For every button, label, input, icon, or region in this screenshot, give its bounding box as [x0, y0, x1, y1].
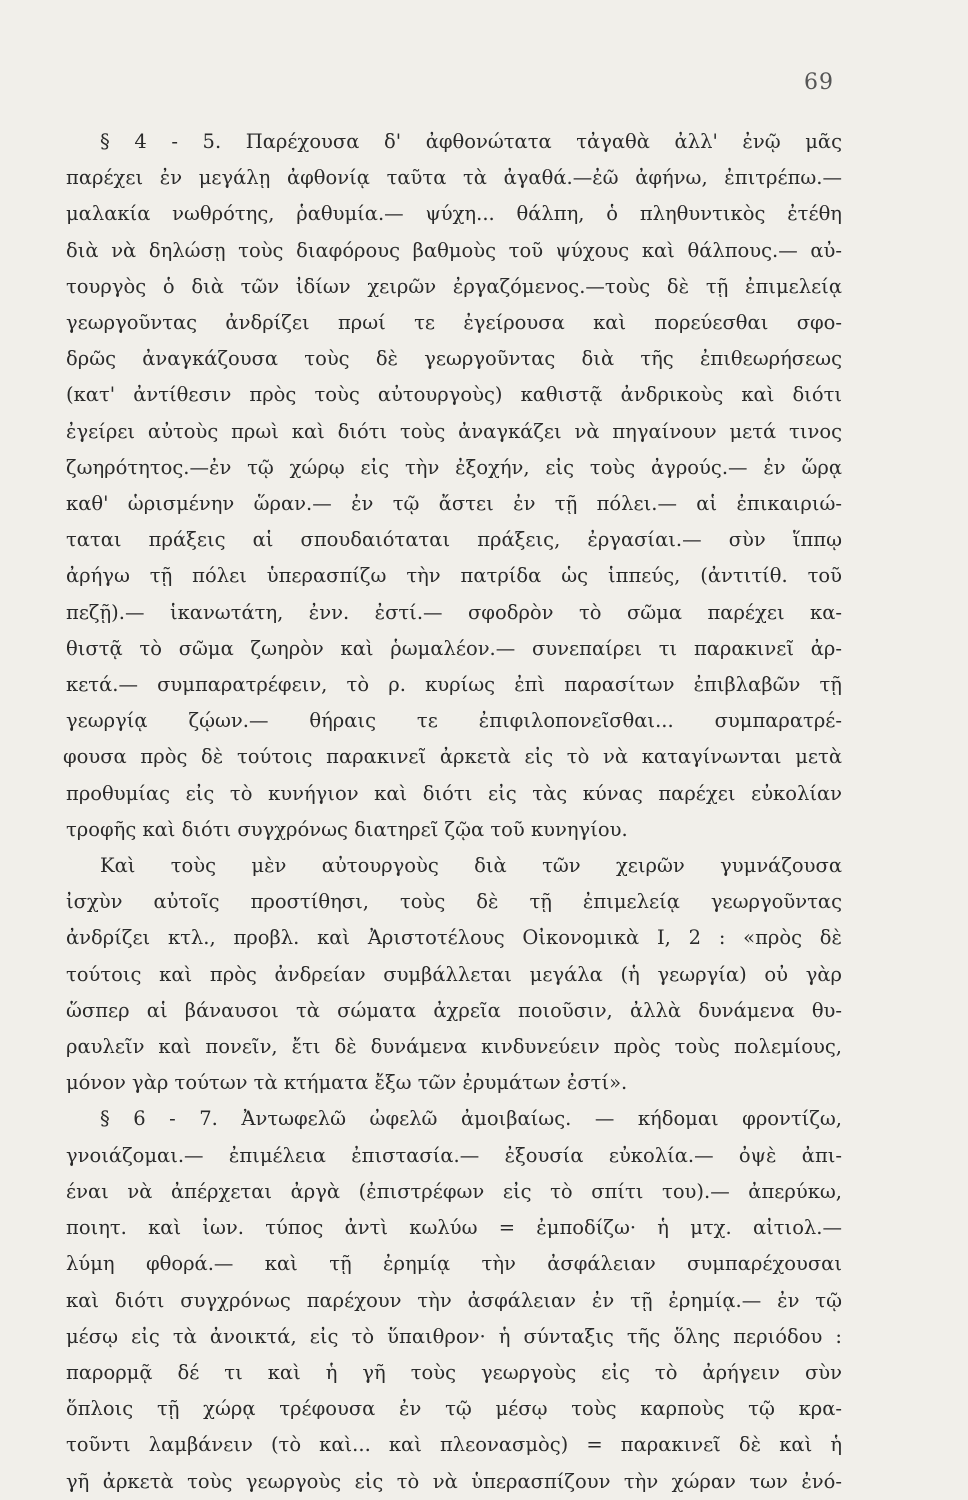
- text-line: γῆ ἀρκετὰ τοὺς γεωργοὺς εἰς τὸ νὰ ὑπερασπίζουν τὴν χώραν των ἐνό-: [66, 1469, 842, 1493]
- text-line: (κατ' ἀντίθεσιν πρὸς τοὺς αὐτουργοὺς) καθιστᾷ ἀνδρικοὺς καὶ διότι: [66, 383, 842, 407]
- text-line: έναι νὰ ἀπέρχεται ἀργὰ (ἐπιστρέφων εἰς τὸ σπίτι του).— ἀπερύκω,: [66, 1179, 842, 1203]
- text-line: πεζῇ).— ἱκανωτάτη, ἐνν. ἐστί.— σφοδρὸν τὸ σῶμα παρέχει κα-: [66, 600, 842, 624]
- text-line: Καὶ τοὺς μὲν αὐτουργοὺς διὰ τῶν χειρῶν γυμνάζουσα: [100, 854, 842, 878]
- text-line: τούτοις καὶ πρὸς ἀνδρείαν συμβάλλεται μεγάλα (ἡ γεωργία) οὐ γὰρ: [66, 962, 842, 986]
- text-line: λύμη φθορά.— καὶ τῇ ἐρημίᾳ τὴν ἀσφάλειαν συμπαρέχουσαι: [66, 1252, 842, 1276]
- text-line: φουσα πρὸς δὲ τούτοις παρακινεῖ ἀρκετὰ εἰς τὸ νὰ καταγίνωνται μετὰ: [63, 745, 842, 769]
- text-line: ποιητ. καὶ ἰων. τύπος ἀντὶ κωλύω = ἐμποδίζω· ἡ μτχ. αἰτιολ.—: [66, 1216, 842, 1240]
- text-line: παρέχει ἐν μεγάλῃ ἀφθονίᾳ ταῦτα τὰ ἀγαθά.—ἐῶ ἀφήνω, ἐπιτρέπω.—: [66, 166, 842, 190]
- text-line: τουργὸς ὁ διὰ τῶν ἰδίων χειρῶν ἐργαζόμενος.—τοὺς δὲ τῇ ἐπιμελείᾳ: [66, 274, 842, 298]
- text-line: § 6 - 7. Ἀντωφελῶ ὠφελῶ ἀμοιβαίως. — κήδομαι φροντίζω,: [100, 1107, 842, 1131]
- text-line: κετά.— συμπαρατρέφειν, τὸ ρ. κυρίως ἐπὶ παρασίτων ἐπιβλαβῶν τῇ: [66, 673, 842, 697]
- text-line: παρορμᾷ δέ τι καὶ ἡ γῆ τοὺς γεωργοὺς εἰς τὸ ἀρήγειν σὺν: [66, 1360, 842, 1384]
- commentary-text: [63, 124, 842, 1500]
- text-line: ἐγείρει αὐτοὺς πρωὶ καὶ διότι τοὺς ἀναγκάζει νὰ πηγαίνουν μετά τινος: [66, 419, 842, 443]
- text-line: μόνον γὰρ τούτων τὰ κτήματα ἔξω τῶν ἐρυμάτων ἐστί».: [66, 1071, 628, 1095]
- text-line: θιστᾷ τὸ σῶμα ζωηρὸν καὶ ῥωμαλέον.— συνεπαίρει τι παρακινεῖ ἀρ-: [66, 636, 842, 660]
- text-line: τροφῆς καὶ διότι συγχρόνως διατηρεῖ ζῷα τοῦ κυνηγίου.: [66, 817, 628, 841]
- text-line: ὅπλοις τῇ χώρᾳ τρέφουσα ἐν τῷ μέσῳ τοὺς καρποὺς τῷ κρα-: [66, 1397, 842, 1421]
- text-line: τοῦντι λαμβάνειν (τὸ καὶ... καὶ πλεονασμὸς) = παρακινεῖ δὲ καὶ ἡ: [66, 1433, 842, 1457]
- text-line: ζωηρότητος.—ἐν τῷ χώρῳ εἰς τὴν ἐξοχήν, εἰς τοὺς ἀγρούς.— ἐν ὥρᾳ: [66, 455, 842, 479]
- text-line: προθυμίας εἰς τὸ κυνήγιον καὶ διότι εἰς τὰς κύνας παρέχει εὐκολίαν: [66, 781, 842, 805]
- text-line: καθ' ὡρισμένην ὥραν.— ἐν τῷ ἄστει ἐν τῇ πόλει.— αἱ ἐπικαιριώ-: [66, 492, 842, 516]
- text-line: ἀνδρίζει κτλ., προβλ. καὶ Ἀριστοτέλους Οἰκονομικὰ Ι, 2 : «πρὸς δὲ: [66, 926, 842, 950]
- text-line: δρῶς ἀναγκάζουσα τοὺς δὲ γεωργοῦντας διὰ τῆς ἐπιθεωρήσεως: [66, 347, 842, 371]
- text-line: διὰ νὰ δηλώσῃ τοὺς διαφόρους βαθμοὺς τοῦ ψύχους καὶ θάλπους.— αὐ-: [66, 238, 842, 262]
- text-line: μέσῳ εἰς τὰ ἀνοικτά, εἰς τὸ ὕπαιθρον· ἡ σύνταξις τῆς ὅλης περιόδου :: [66, 1324, 842, 1348]
- text-line: γνοιάζομαι.— ἐπιμέλεια ἐπιστασία.— ἐξουσία εὐκολία.— ὀψὲ ἀπι-: [66, 1143, 842, 1167]
- text-line: γεωργίᾳ ζῴων.— θήραις τε ἐπιφιλοπονεῖσθαι... συμπαρατρέ-: [66, 709, 842, 733]
- text-line: ταται πράξεις αἱ σπουδαιόταται πράξεις, ἐργασίαι.— σὺν ἵππῳ: [66, 528, 842, 552]
- text-line: καὶ διότι συγχρόνως παρέχουν τὴν ἀσφάλειαν ἐν τῇ ἐρημίᾳ.— ἐν τῷ: [66, 1288, 842, 1312]
- text-line: γεωργοῦντας ἀνδρίζει πρωί τε ἐγείρουσα καὶ πορεύεσθαι σφο-: [66, 311, 842, 335]
- text-line: ραυλεῖν καὶ πονεῖν, ἔτι δὲ δυνάμενα κινδυνεύειν πρὸς τοὺς πολεμίους,: [66, 1035, 842, 1059]
- text-line: § 4 - 5. Παρέχουσα δ' ἀφθονώτατα τἀγαθὰ ἀλλ' ἐνῷ μᾶς: [100, 130, 842, 153]
- text-line: ὥσπερ αἱ βάναυσοι τὰ σώματα ἀχρεῖα ποιοῦσιν, ἀλλὰ δυνάμενα θυ-: [66, 998, 842, 1022]
- page-number: 69: [804, 70, 834, 95]
- text-line: ἰσχὺν αὐτοῖς προστίθησι, τοὺς δὲ τῇ ἐπιμελείᾳ γεωργοῦντας: [66, 890, 842, 914]
- text-line: μαλακία νωθρότης, ῥαθυμία.— ψύχη... θάλπη, ὁ πληθυντικὸς ἐτέθη: [66, 202, 842, 226]
- text-line: ἀρήγω τῇ πόλει ὑπερασπίζω τὴν πατρίδα ὡς ἱππεύς, (ἀντιτίθ. τοῦ: [66, 564, 842, 588]
